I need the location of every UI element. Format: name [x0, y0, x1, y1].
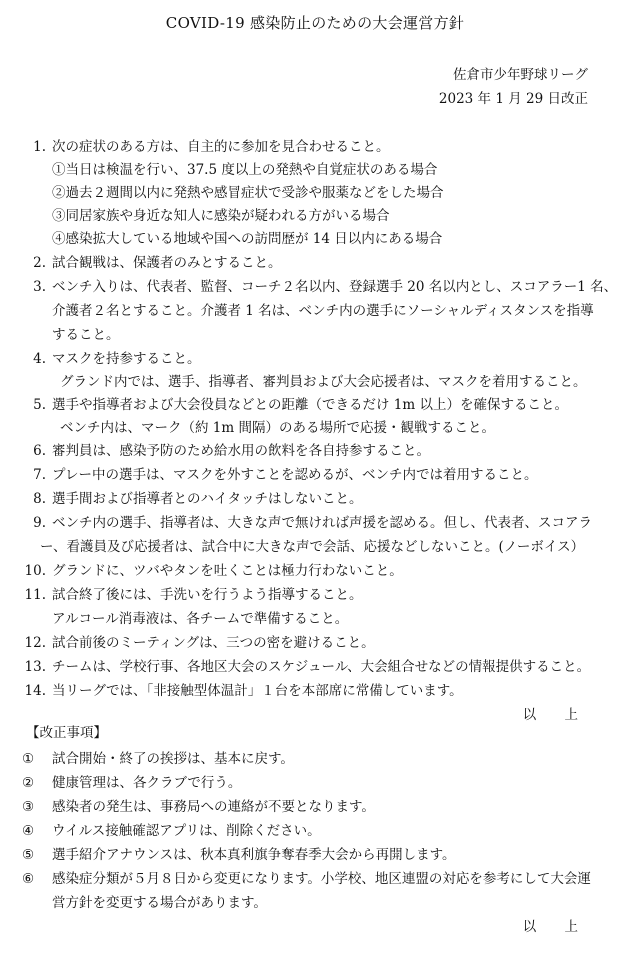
rule-number: 5.: [33, 397, 46, 413]
rule-number: 7.: [33, 467, 46, 483]
amendment-number: ⑤: [22, 847, 35, 863]
amendment-text: ウイルス接触確認アプリは、削除ください。: [52, 823, 321, 839]
organization-name: 佐倉市少年野球リーグ: [453, 67, 588, 83]
rule-sub-item: ③同居家族や身近な知人に感染が疑われる方がいる場合: [52, 208, 390, 224]
rule-text: 審判員は、感染予防のため給水用の飲料を各自持参すること。: [52, 443, 430, 459]
amendment-text: 感染者の発生は、事務局への連絡が不要となります。: [52, 799, 375, 815]
rule-number: 13.: [24, 659, 46, 675]
rule-number: 6.: [33, 443, 46, 459]
rule-number: 8.: [33, 491, 46, 507]
document-title: COVID-19 感染防止のための大会運営方針: [165, 14, 465, 32]
amendment-number: ②: [22, 775, 35, 791]
amendment-item: [0, 844, 630, 868]
amendment-item: [0, 868, 630, 892]
rule-text: アルコール消毒液は、各チームで準備すること。: [52, 611, 349, 627]
rule-text: プレー中の選手は、マスクを外すことを認めるが、ベンチ内では着用すること。: [52, 467, 538, 483]
rule-text: 試合終了後には、手洗いを行うよう指導すること。: [52, 587, 363, 603]
amendment-number: ④: [22, 823, 35, 839]
amendments-heading: 【改正事項】: [26, 725, 107, 741]
rule-sub-item: ①当日は検温を行い、37.5 度以上の発熱や自覚症状のある場合: [52, 162, 438, 178]
amendment-item: [0, 748, 630, 772]
amendment-text: 選手紹介アナウンスは、秋本真利旗争奪春季大会から再開します。: [52, 847, 456, 863]
rule-text: ー、看護員及び応援者は、試合中に大きな声で会話、応援などしないこと。(ノーボイス）: [40, 539, 585, 555]
closing-mark: 以 上: [522, 919, 590, 935]
amendment-number: ③: [22, 799, 35, 815]
closing-mark: 以 上: [522, 707, 590, 723]
amendment-number: ⑥: [22, 871, 35, 887]
revision-date: 2023 年 1 月 29 日改正: [438, 91, 588, 107]
rule-sub-item: ④感染拡大している地域や国への訪問歴が 14 日以内にある場合: [52, 231, 443, 247]
rule-text: 当リーグでは、「非接触型体温計」１台を本部席に常備しています。: [52, 683, 463, 699]
rule-text: 試合観戦は、保護者のみとすること。: [52, 255, 282, 271]
amendment-item: [0, 796, 630, 820]
amendment-number: ①: [22, 751, 35, 767]
rule-text: ベンチ内の選手、指導者は、大きな声で無ければ声援を認める。但し、代表者、スコアラ: [52, 515, 592, 531]
rule-text: 次の症状のある方は、自主的に参加を見合わせること。: [52, 139, 390, 155]
rule-text: 選手間および指導者とのハイタッチはしないこと。: [52, 491, 363, 507]
rule-continuation: グランド内では、選手、指導者、審判員および大会応援者は、マスクを着用すること。: [60, 374, 587, 390]
rule-number: 9.: [33, 515, 46, 531]
amendment-item: [0, 772, 630, 796]
rule-number: 4.: [33, 351, 46, 367]
amendment-item: [0, 820, 630, 844]
rule-number: 14.: [24, 683, 46, 699]
rule-number: 11.: [24, 587, 46, 603]
rule-text: 試合前後のミーティングは、三つの密を避けること。: [52, 635, 375, 651]
rule-text: チームは、学校行事、各地区大会のスケジュール、大会組合せなどの情報提供すること。: [52, 659, 591, 675]
rule-text: マスクを持参すること。: [52, 351, 201, 367]
amendment-text: 健康管理は、各クラブで行う。: [52, 775, 242, 791]
amendment-text: 感染症分類が５月８日から変更になります。小学校、地区連盟の対応を参考にして大会運: [52, 871, 591, 887]
rule-number: 2.: [33, 255, 46, 271]
rule-continuation: ベンチ内は、マーク（約 1m 間隔）のある場所で応援・観戦すること。: [60, 420, 495, 436]
rule-text: 選手や指導者および大会役員などとの距離（できるだけ 1m 以上）を確保すること。: [52, 397, 568, 413]
rule-number: 1.: [33, 139, 46, 155]
rule-sub-item: ②過去２週間以内に発熱や感冒症状で受診や服薬などをした場合: [52, 185, 444, 201]
rule-number: 10.: [24, 563, 46, 579]
rule-text: すること。: [52, 327, 120, 343]
amendment-text: 営方針を変更する場合があります。: [52, 895, 267, 911]
rule-text: 介護者２名とすること。介護者 1 名は、ベンチ内の選手にソーシャルディスタンスを指導: [52, 303, 594, 319]
rule-text: ベンチ入りは、代表者、監督、コーチ２名以内、登録選手 20 名以内とし、スコアラー1 名、: [52, 279, 618, 295]
rule-text: グランドに、ツバやタンを吐くことは極力行わないこと。: [52, 563, 403, 579]
rule-number: 12.: [24, 635, 46, 651]
amendment-text: 試合開始・終了の挨拶は、基本に戻す。: [52, 751, 294, 767]
rule-number: 3.: [33, 279, 46, 295]
